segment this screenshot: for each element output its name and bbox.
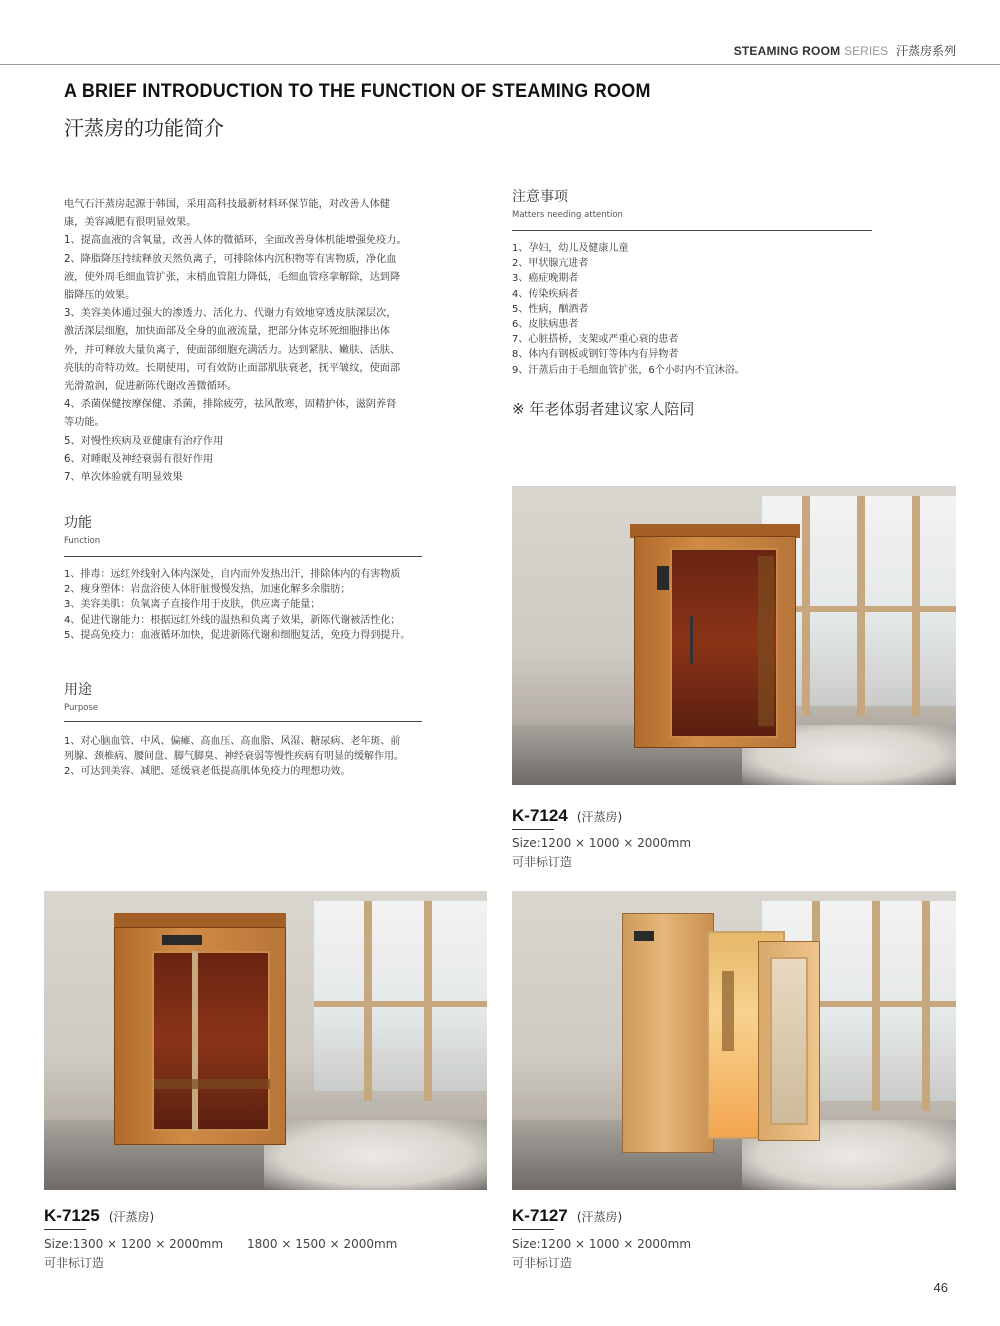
attention-item: 7、心脏搭桥，支架或严重心衰的患者 [512, 334, 679, 346]
intro-line: 康，美容减肥有很明显效果。 [64, 217, 197, 229]
product-custom: 可非标订造 [512, 1256, 573, 1270]
product-photo-k7124 [512, 486, 956, 785]
purpose-item: 2、可达到美容、减肥、延缓衰老低提高肌体免疫力的理想功效。 [64, 766, 351, 778]
intro-text [64, 196, 434, 487]
series-label-bold: STEAMING ROOM [733, 44, 841, 58]
intro-line: 7、单次体验就有明显效果 [64, 472, 183, 484]
product-title-k7124 [512, 806, 622, 826]
intro-line: 激活深层细胞，加快面部及全身的血液流量，把部分体克坏死细胞排出体 [64, 326, 390, 338]
intro-line: 5、对慢性疾病及亚健康有治疗作用 [64, 435, 224, 447]
product-photo-k7127 [512, 891, 956, 1190]
intro-line: 2、降脂降压持续释放天然负离子，可排除体内沉积物等有害物质，净化血 [64, 253, 397, 265]
attention-item: 8、体内有钢板或钢钉等体内有异物者 [512, 349, 679, 361]
function-title-cn: 功能 [64, 515, 92, 531]
purpose-divider [64, 721, 422, 722]
product-custom: 可非标订造 [512, 855, 573, 869]
attention-item: 4、传染疾病者 [512, 288, 579, 300]
product-spec-k7125 [44, 1235, 223, 1273]
intro-line: 3、美容美体通过强大的渗透力、活化力、代谢力有效地穿透皮肤深层次， [64, 308, 397, 320]
function-item: 4、促进代谢能力：根据远红外线的温热和负离子效果，新陈代谢被活性化； [64, 614, 401, 626]
purpose-list [64, 734, 404, 780]
purpose-title-en: Purpose [64, 703, 99, 713]
intro-line: 液，使外周毛细血管扩张，末梢血管阻力降低，毛细血管痉挛解除，达到降 [64, 271, 401, 283]
product-spec-k7127 [512, 1235, 691, 1273]
intro-line: 等功能。 [64, 417, 105, 429]
function-item: 3、美容美肌：负氧离子直接作用于皮肤，供应离子能量； [64, 599, 321, 611]
function-item: 1、排毒：远红外线射入体内深处，自内而外发热出汗，排除体内的有害物质 [64, 569, 401, 580]
purpose-heading [64, 679, 98, 713]
intro-line: 1、提高血液的含氧量，改善人体的微循环，全面改善身体机能增强免疫力。 [64, 235, 407, 247]
product-size: Size:1300 × 1200 × 2000mm [44, 1237, 224, 1251]
attention-title-en: Matters needing attention [512, 210, 623, 220]
function-item: 5、提高免疫力：血液循环加快，促进新陈代谢和细胞复活，免疫力得到提升。 [64, 629, 411, 641]
intro-line: 外，并可释放大量负离子，使面部细胞充满活力。达到紧肤、嫩肤、活肤、 [64, 344, 401, 356]
intro-line: 4、杀菌保健按摩保健、杀菌，排除疲劳，祛风散寒，固精护体，滋阴养肾 [64, 399, 397, 411]
product-type: (汗蒸房) [576, 1210, 623, 1224]
attention-item: 3、癌症晚期者 [512, 273, 579, 285]
product-spec-k7124 [512, 834, 691, 872]
page-number: 46 [933, 1280, 948, 1295]
product-code: K-7127 [512, 1206, 568, 1225]
product-type: (汗蒸房) [108, 1210, 155, 1224]
series-header [734, 42, 956, 59]
intro-line: 亮肤的奇特功效。长期使用，可有效防止面部肌肤衰老，抚平皱纹，使面部 [64, 362, 401, 374]
product-title-k7127 [512, 1206, 622, 1226]
product-photo-k7125 [44, 891, 487, 1190]
function-heading [64, 512, 100, 546]
product-custom: 可非标订造 [44, 1256, 105, 1270]
product-size-alt: 1800 × 1500 × 2000mm [247, 1237, 398, 1251]
series-label-light: SERIES [844, 44, 889, 58]
attention-title-cn: 注意事项 [512, 189, 568, 205]
purpose-title-cn: 用途 [64, 682, 92, 698]
product-underline [44, 1229, 86, 1230]
product-size: Size:1200 × 1000 × 2000mm [512, 836, 692, 850]
series-label-cn: 汗蒸房系列 [895, 44, 956, 58]
product-code: K-7124 [512, 806, 568, 825]
page-title-en: A BRIEF INTRODUCTION TO THE FUNCTION OF STEAMING ROOM [64, 80, 651, 102]
product-type: (汗蒸房) [576, 810, 623, 824]
attention-item: 5、性病，酗酒者 [512, 303, 589, 315]
purpose-item: 1、对心脑血管、中风、偏瘫、高血压、高血脂、风湿、糖尿病、老年斑、前 [64, 736, 401, 747]
purpose-item: 列腺、颈椎病、腰间盘、脚气脚臭、神经衰弱等慢性疾病有明显的缓解作用。 [64, 751, 404, 763]
attention-item: 1、孕妇，幼儿及健康儿童 [512, 243, 629, 254]
attention-heading [512, 186, 623, 220]
function-item: 2、瘦身塑体：岩盘浴使人体肝脏慢慢发热，加速化解多余脂肪； [64, 584, 351, 596]
function-list [64, 567, 410, 643]
intro-line: 6、对睡眠及神经衰弱有很好作用 [64, 453, 214, 465]
elderly-note: ※ 年老体弱者建议家人陪同 [512, 400, 695, 418]
function-divider [64, 556, 422, 557]
function-title-en: Function [64, 536, 101, 546]
page-title-cn: 汗蒸房的功能简介 [64, 116, 224, 140]
header-divider [0, 64, 1000, 65]
product-title-k7125 [44, 1206, 154, 1226]
product-underline [512, 1229, 554, 1230]
intro-line: 电气石汗蒸房起源于韩国，采用高科技最新材料环保节能，对改善人体健 [64, 199, 390, 210]
attention-item: 9、汗蒸后由于毛细血管扩张，6个小时内不宜沐浴。 [512, 364, 745, 376]
attention-item: 6、皮肤病患者 [512, 319, 579, 331]
attention-divider [512, 230, 872, 231]
product-code: K-7125 [44, 1206, 100, 1225]
attention-item: 2、甲状腺亢进者 [512, 258, 589, 270]
attention-list [512, 241, 745, 378]
product-size: Size:1200 × 1000 × 2000mm [512, 1237, 692, 1251]
product-underline [512, 829, 554, 830]
intro-line: 光滑盈润，促进新陈代谢改善微循环。 [64, 381, 238, 393]
intro-line: 脂降压的效果。 [64, 290, 136, 302]
